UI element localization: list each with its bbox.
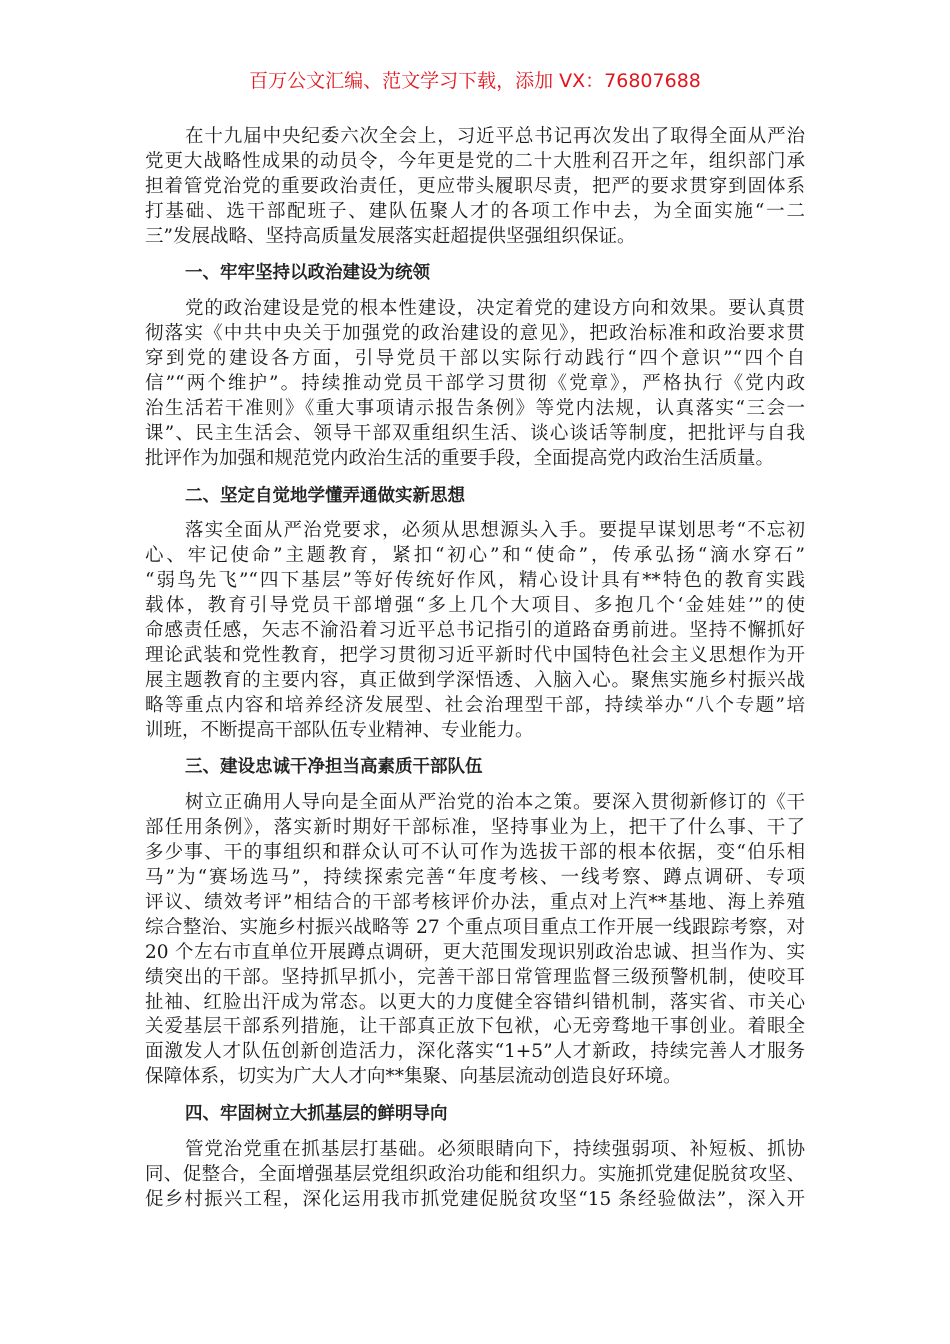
paragraph-line: “弱鸟先飞”“四下基层”等好传统好作风，精心设计具有**特色的教育实践 (145, 570, 805, 592)
paragraph-line: 党的政治建设是党的根本性建设，决定着党的建设方向和效果。要认真贯 (185, 298, 805, 320)
paragraph-line: 课”、民主生活会、领导干部双重组织生活、谈心谈话等制度，把批评与自我 (145, 422, 805, 444)
paragraph-line: 同、促整合，全面增强基层党组织政治功能和组织力。实施抓党建促脱贫攻坚、 (145, 1163, 805, 1185)
paragraph-line: 20 个左右市直单位开展蹲点调研，更大范围发现识别政治忠诚、担当作为、实 (145, 941, 805, 963)
paragraph-line: 批评作为加强和规范党内政治生活的重要手段，全面提高党内政治生活质量。 (145, 447, 775, 469)
paragraph-line: 略等重点内容和培养经济发展型、社会治理型干部，持续举办“八个专题”培 (145, 694, 805, 716)
paragraph-line: 落实全面从严治党要求，必须从思想源头入手。要提早谋划思考“不忘初 (185, 520, 805, 542)
paragraph-line: 理论武装和党性教育，把学习贯彻习近平新时代中国特色社会主义思想作为开 (145, 644, 805, 666)
paragraph-line: 扯袖、红脸出汗成为常态。以更大的力度健全容错纠错机制，落实省、市关心 (145, 991, 805, 1013)
paragraph-line: 评议、绩效考评”相结合的干部考核评价办法，重点对上汽**基地、海上养殖 (145, 891, 805, 913)
paragraph-line: 促乡村振兴工程，深化运用我市抓党建促脱贫攻坚“15 条经验做法”，深入开 (145, 1188, 805, 1210)
document-body (145, 125, 805, 1213)
section-heading: 一、牢牢坚持以政治建设为统领 (185, 263, 430, 284)
paragraph-line: 彻落实《中共中央关于加强党的政治建设的意见》，把政治标准和政治要求贯 (145, 323, 805, 345)
section-heading: 四、牢固树立大抓基层的鲜明导向 (185, 1104, 448, 1125)
paragraph-line: 治生活若干准则》《重大事项请示报告条例》等党内法规，认真落实“三会一 (145, 397, 805, 419)
paragraph-line: 绩突出的干部。坚持抓早抓小，完善干部日常管理监督三级预警机制，使咬耳 (145, 966, 805, 988)
paragraph-line: 信”“两个维护”。持续推动党员干部学习贯彻《党章》，严格执行《党内政 (145, 373, 805, 395)
paragraph-line: 保障体系，切实为广大人才向**集聚、向基层流动创造良好环境。 (145, 1066, 682, 1088)
paragraph-line: 载体，教育引导党员干部增强“多上几个大项目、多抱几个‘金娃娃’”的使 (145, 595, 805, 617)
paragraph-line: 党更大战略性成果的动员令，今年更是党的二十大胜利召开之年，组织部门承 (145, 150, 805, 172)
paragraph-line: 部任用条例》，落实新时期好干部标准，坚持事业为上，把干了什么事、干了 (145, 817, 805, 839)
paragraph-line: 管党治党重在抓基层打基础。必须眼睛向下，持续强弱项、补短板、抓协 (185, 1138, 805, 1160)
paragraph-line: 命感责任感，矢志不渝沿着习近平总书记指引的道路奋勇前进。坚持不懈抓好 (145, 620, 805, 642)
paragraph-line: 面激发人才队伍创新创造活力，深化落实“1+5”人才新政，持续完善人才服务 (145, 1041, 805, 1063)
section-heading: 三、建设忠诚干净担当高素质干部队伍 (185, 757, 483, 778)
watermark-banner: 百万公文汇编、范文学习下载，添加 VX：76807688 (249, 70, 701, 92)
paragraph-line: 穿到党的建设各方面，引导党员干部以实际行动践行“四个意识”“四个自 (145, 348, 805, 370)
paragraph-line: 打基础、选干部配班子、建队伍聚人才的各项工作中去，为全面实施“一二 (145, 200, 805, 222)
paragraph-line: 综合整治、实施乡村振兴战略等 27 个重点项目重点工作开展一线跟踪考察，对 (145, 916, 805, 938)
paragraph-line: 在十九届中央纪委六次全会上，习近平总书记再次发出了取得全面从严治 (185, 126, 805, 147)
paragraph-line: 树立正确用人导向是全面从严治党的治本之策。要深入贯彻新修订的《干 (185, 792, 805, 814)
paragraph-line: 担着管党治党的重要政治责任，更应带头履职尽责，把严的要求贯穿到固体系 (145, 175, 805, 197)
paragraph-line: 关爱基层干部系列措施，让干部真正放下包袱，心无旁骛地干事创业。着眼全 (145, 1016, 805, 1038)
paragraph-line: 心、牢记使命”主题教育，紧扣“初心”和“使命”，传承弘扬“滴水穿石” (145, 545, 805, 567)
paragraph-line: 三”发展战略、坚持高质量发展落实赶超提供坚强组织保证。 (145, 225, 636, 247)
paragraph-line: 马”为“赛场选马”，持续探索完善“年度考核、一线考察、蹲点调研、专项 (145, 867, 805, 889)
section-heading: 二、坚定自觉地学懂弄通做实新思想 (185, 485, 465, 506)
paragraph-line: 训班，不断提高干部队伍专业精神、专业能力。 (145, 719, 534, 741)
paragraph-line: 展主题教育的主要内容，真正做到学深悟透、入脑入心。聚焦实施乡村振兴战 (145, 669, 805, 691)
paragraph-line: 多少事、干的事组织和群众认可不认可作为选拔干部的根本依据，变“伯乐相 (145, 842, 805, 864)
